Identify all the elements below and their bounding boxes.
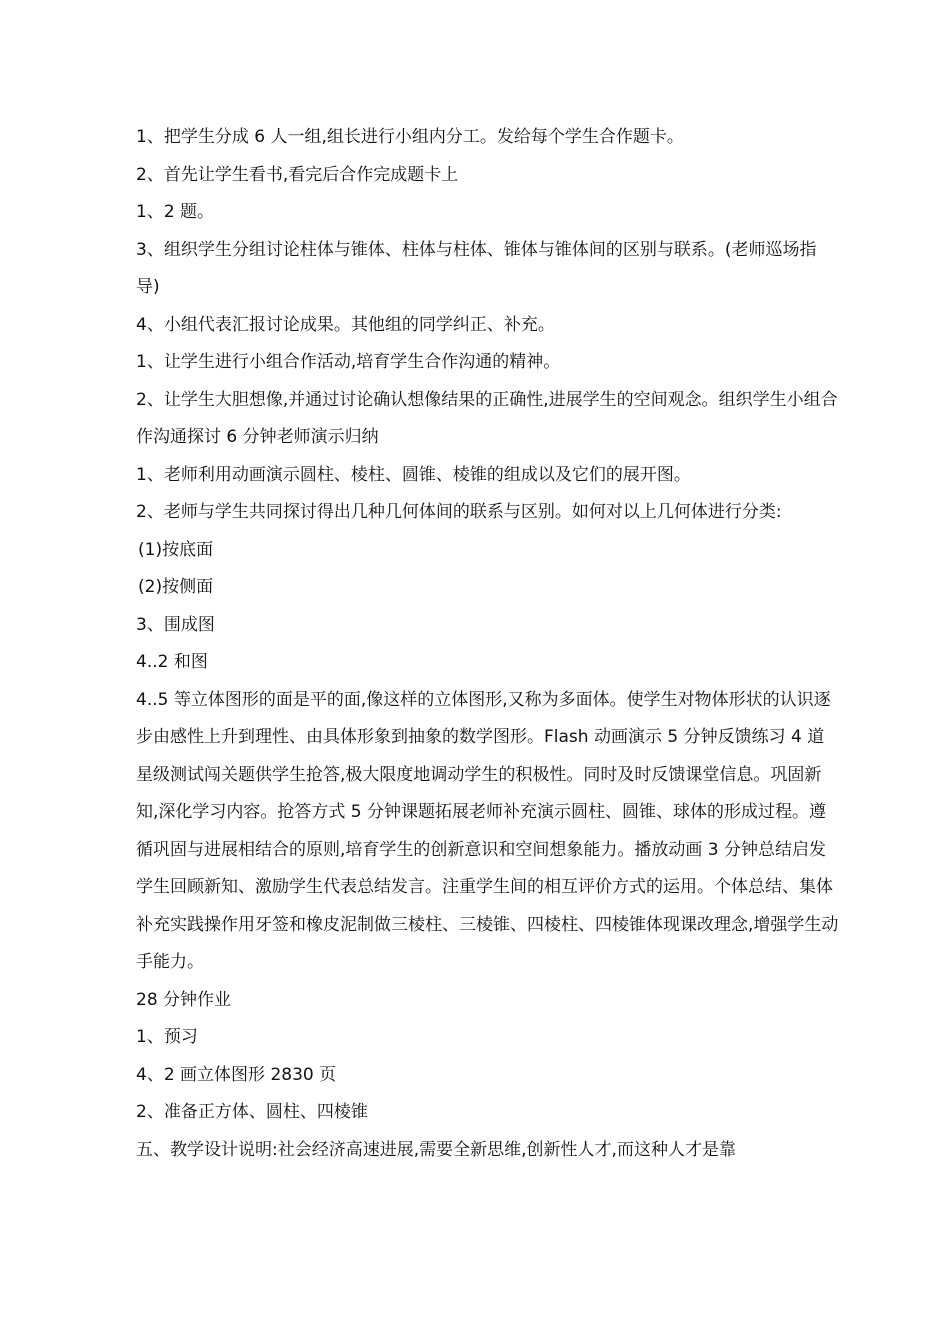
- paragraph: 4..2 和图: [136, 652, 208, 672]
- paragraph: 2、让学生大胆想像,并通过讨论确认想像结果的正确性,进展学生的空间观念。组织学生小组合作沟通探讨 6 分钟老师演示归纳: [136, 389, 838, 447]
- paragraph: 1、2 题。: [136, 202, 215, 222]
- paragraph: 1、预习: [136, 1027, 198, 1047]
- document-body: [118, 119, 840, 1169]
- paragraph: 1、让学生进行小组合作活动,培育学生合作沟通的精神。: [136, 352, 561, 372]
- paragraph: 五、教学设计说明:社会经济高速进展,需要全新思维,创新性人才,而这种人才是靠: [136, 1139, 736, 1160]
- paragraph: 2、老师与学生共同探讨得出几种几何体间的联系与区别。如何对以上几何体进行分类:: [136, 502, 782, 522]
- paragraph: 2、首先让学生看书,看完后合作完成题卡上: [136, 164, 459, 185]
- paragraph: 28 分钟作业: [136, 989, 232, 1010]
- paragraph: 4..5 等立体图形的面是平的面,像这样的立体图形,又称为多面体。使学生对物体形状的认识逐步由感性上升到理性、由具体形象到抽象的数学图形。Flash 动画演示 5 分钟反馈练习 4 道星级测试闯关题供学生抢答,极大限度地调动学生的积极性。同时及时反馈课堂信息。巩固新知,深化学习内容。抢答方式 5 分钟课题拓展老师补充演示圆柱、圆锥、球体的形成过程。遵循巩固与进展相结合的原则,培育学生的创新意识和空间想象能力。播放动画 3 分钟总结启发学生回顾新知、激励学生代表总结发言。注重学生间的相互评价方式的运用。个体总结、集体补充实践操作用牙签和橡皮泥制做三棱柱、三棱锥、四棱柱、四棱锥体现课改理念,增强学生动手能力。: [136, 689, 839, 972]
- paragraph: (2)按侧面: [138, 577, 214, 597]
- paragraph: 1、把学生分成 6 人一组,组长进行小组内分工。发给每个学生合作题卡。: [136, 127, 684, 147]
- paragraph: 3、组织学生分组讨论柱体与锥体、柱体与柱体、锥体与锥体间的区别与联系。(老师巡场指导): [136, 239, 817, 297]
- paragraph: (1)按底面: [138, 539, 214, 560]
- paragraph: 4、小组代表汇报讨论成果。其他组的同学纠正、补充。: [136, 314, 555, 335]
- paragraph: 2、准备正方体、圆柱、四棱锥: [136, 1102, 368, 1122]
- paragraph: 1、老师利用动画演示圆柱、棱柱、圆锥、棱锥的组成以及它们的展开图。: [136, 464, 691, 485]
- paragraph: 4、2 画立体图形 2830 页: [136, 1064, 337, 1085]
- paragraph: 3、围成图: [136, 614, 215, 635]
